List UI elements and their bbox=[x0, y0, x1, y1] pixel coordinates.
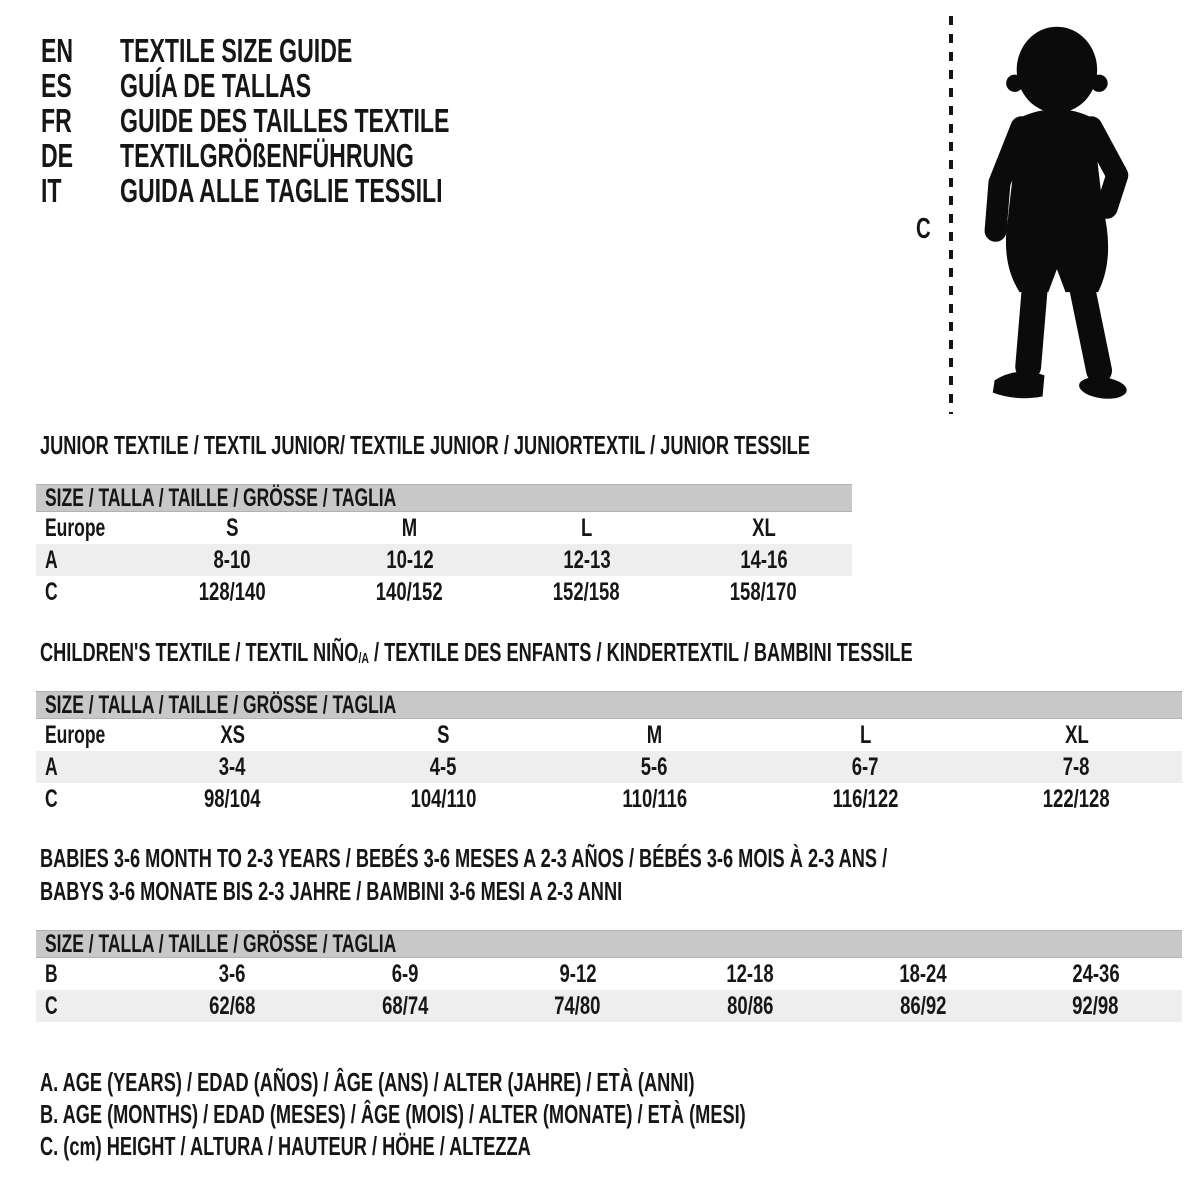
junior-section-title-text: JUNIOR TEXTILE / TEXTIL JUNIOR/ TEXTILE JUNIOR / JUNIORTEXTIL / JUNIOR TESSILE bbox=[40, 429, 810, 460]
size-header-bar bbox=[36, 691, 1182, 719]
language-row-fr bbox=[41, 103, 591, 138]
table-cell: 24-36 bbox=[1072, 959, 1120, 988]
junior-size-table bbox=[36, 484, 852, 608]
table-cell: 3-4 bbox=[219, 752, 246, 781]
language-row-en bbox=[41, 33, 591, 68]
column-header: S bbox=[437, 720, 450, 749]
junior-section-title bbox=[40, 430, 1140, 460]
size-header-bar bbox=[36, 930, 1182, 958]
table-cell: 98/104 bbox=[204, 784, 261, 813]
table-cell: 62/68 bbox=[209, 991, 256, 1020]
table-cell: 4-5 bbox=[430, 752, 457, 781]
row-label: C bbox=[45, 784, 58, 813]
table-cell: 128/140 bbox=[199, 577, 266, 606]
table-cell: 7-8 bbox=[1063, 752, 1090, 781]
row-label: B bbox=[45, 959, 58, 988]
legend-line-c bbox=[40, 1130, 1048, 1162]
children-title-subscript: /A bbox=[358, 649, 369, 667]
legend-line-a bbox=[40, 1066, 1048, 1098]
table-cell: 3-6 bbox=[218, 959, 246, 988]
table-cell: 12-18 bbox=[726, 959, 775, 988]
children-size-table bbox=[36, 691, 1182, 815]
row-label: A bbox=[45, 545, 58, 574]
table-cell: 140/152 bbox=[376, 577, 443, 606]
column-header: M bbox=[646, 720, 663, 749]
size-header-label: SIZE / TALLA / TAILLE / GRÖSSE / TAGLIA bbox=[45, 690, 397, 719]
column-header: L bbox=[580, 513, 593, 542]
guide-title-fr: GUIDE DES TAILLES TEXTILE bbox=[120, 102, 450, 139]
column-header: XL bbox=[751, 513, 776, 542]
table-cell: 6-7 bbox=[852, 752, 879, 781]
table-cell: 68/74 bbox=[381, 991, 429, 1020]
table-cell: 92/98 bbox=[1072, 991, 1119, 1020]
language-code: FR bbox=[41, 102, 72, 139]
column-header: L bbox=[859, 720, 872, 749]
language-code: EN bbox=[41, 32, 74, 69]
table-cell: 10-12 bbox=[385, 545, 434, 574]
babies-size-table bbox=[36, 930, 1182, 1022]
height-measure-label: C bbox=[916, 213, 931, 245]
table-row-height bbox=[36, 576, 852, 608]
guide-title-de: TEXTILGRÖßENFÜHRUNG bbox=[120, 137, 414, 174]
babies-title-text-line1: BABIES 3-6 MONTH TO 2-3 YEARS / BEBÉS 3-6 MESES A 2-3 AÑOS / BÉBÉS 3-6 MOIS À 2-3 ANS / bbox=[40, 842, 888, 873]
row-label: A bbox=[45, 752, 58, 781]
children-section-title-text bbox=[40, 637, 913, 668]
language-row-it bbox=[41, 173, 591, 208]
column-header: M bbox=[401, 513, 418, 542]
language-row-es bbox=[41, 68, 591, 103]
guide-title-it: GUIDA ALLE TAGLIE TESSILI bbox=[120, 172, 443, 209]
table-cell: 9-12 bbox=[559, 959, 597, 988]
legend-line-b bbox=[40, 1098, 1048, 1130]
size-header-label: SIZE / TALLA / TAILLE / GRÖSSE / TAGLIA bbox=[45, 483, 397, 512]
table-cell: 8-10 bbox=[213, 545, 252, 574]
column-header: XL bbox=[1064, 720, 1089, 749]
language-code: DE bbox=[41, 137, 74, 174]
measurement-legend bbox=[40, 1066, 1048, 1162]
table-cell: 110/116 bbox=[622, 784, 687, 813]
table-row-height bbox=[36, 990, 1182, 1022]
legend-text-a: A. AGE (YEARS) / EDAD (AÑOS) / ÂGE (ANS) / ALTER (JAHRE) / ETÀ (ANNI) bbox=[40, 1066, 695, 1097]
language-row-de bbox=[41, 138, 591, 173]
babies-section-title-line2 bbox=[40, 876, 872, 906]
table-cell: 86/92 bbox=[899, 991, 947, 1020]
row-label: C bbox=[45, 577, 58, 606]
table-cell: 116/122 bbox=[832, 784, 899, 813]
table-cell: 5-6 bbox=[641, 752, 668, 781]
column-header: S bbox=[226, 513, 239, 542]
table-cell: 18-24 bbox=[899, 959, 947, 988]
table-cell: 6-9 bbox=[391, 959, 419, 988]
table-cell: 12-13 bbox=[562, 545, 611, 574]
toddler-silhouette bbox=[964, 14, 1146, 414]
legend-text-c: C. (cm) HEIGHT / ALTURA / HAUTEUR / HÖHE / ALTEZZA bbox=[40, 1130, 531, 1161]
table-cell: 14-16 bbox=[739, 545, 788, 574]
table-cell: 158/170 bbox=[730, 577, 797, 606]
children-title-prefix: CHILDREN'S TEXTILE / TEXTIL NIÑO bbox=[40, 636, 359, 667]
table-row-age bbox=[36, 544, 852, 576]
babies-section-title-line1 bbox=[40, 843, 1200, 873]
language-code: ES bbox=[41, 67, 72, 104]
table-row-europe bbox=[36, 719, 1182, 751]
babies-title-text-line2: BABYS 3-6 MONATE BIS 2-3 JAHRE / BAMBINI 3-6 MESI A 2-3 ANNI bbox=[40, 875, 623, 906]
column-header: XS bbox=[220, 720, 245, 749]
table-row-height bbox=[36, 783, 1182, 815]
table-cell: 80/86 bbox=[727, 991, 774, 1020]
row-label: Europe bbox=[45, 513, 106, 542]
row-label: C bbox=[45, 991, 58, 1020]
table-cell: 104/110 bbox=[410, 784, 477, 813]
language-code: IT bbox=[41, 172, 62, 209]
size-header-bar bbox=[36, 484, 852, 512]
table-row-months bbox=[36, 958, 1182, 990]
table-cell: 152/158 bbox=[553, 577, 620, 606]
table-cell: 122/128 bbox=[1043, 784, 1110, 813]
children-title-suffix: / TEXTILE DES ENFANTS / KINDERTEXTIL / BAMBINI TESSILE bbox=[368, 636, 913, 667]
height-measure-dashed-line bbox=[949, 16, 953, 414]
children-section-title bbox=[40, 637, 1200, 667]
guide-title-en: TEXTILE SIZE GUIDE bbox=[120, 32, 353, 69]
guide-title-es: GUÍA DE TALLAS bbox=[120, 67, 312, 104]
table-row-europe bbox=[36, 512, 852, 544]
language-title-list bbox=[41, 33, 591, 208]
legend-text-b: B. AGE (MONTHS) / EDAD (MESES) / ÂGE (MOIS) / ALTER (MONATE) / ETÀ (MESI) bbox=[40, 1098, 746, 1129]
size-header-label: SIZE / TALLA / TAILLE / GRÖSSE / TAGLIA bbox=[45, 929, 397, 958]
table-cell: 74/80 bbox=[554, 991, 601, 1020]
table-row-age bbox=[36, 751, 1182, 783]
row-label: Europe bbox=[45, 720, 106, 749]
